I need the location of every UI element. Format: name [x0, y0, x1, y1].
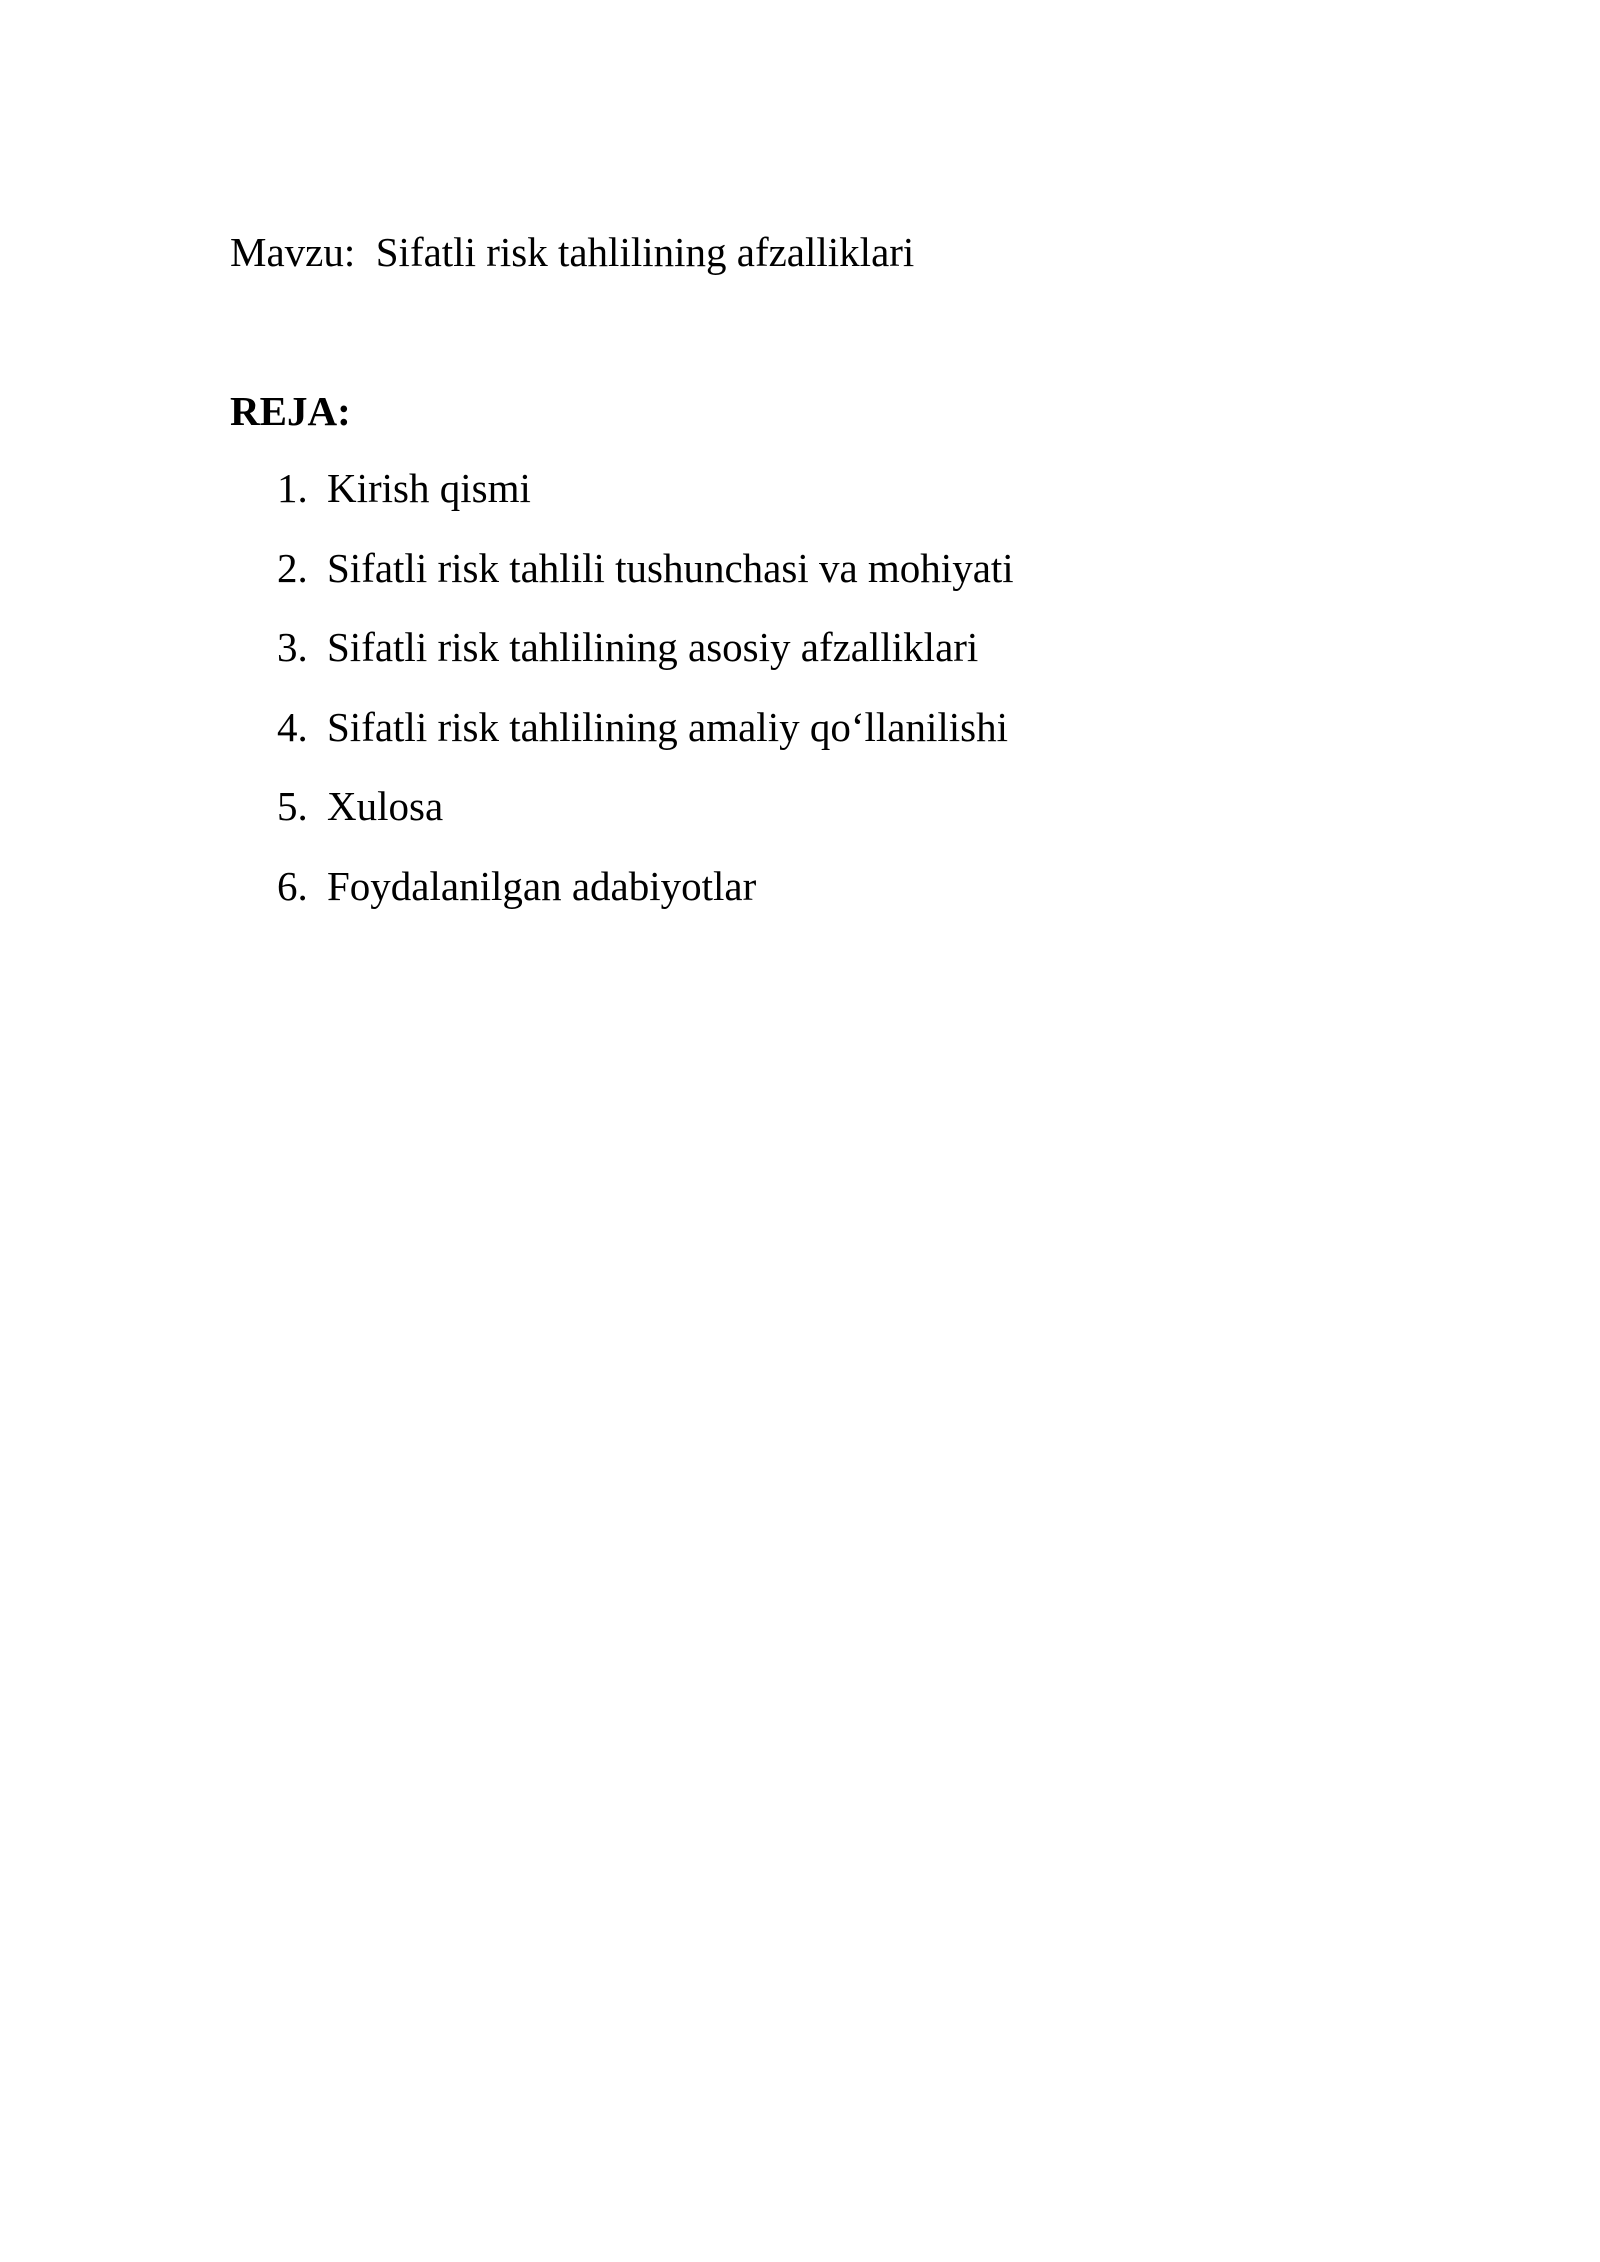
- plan-item-text: Sifatli risk tahlili tushunchasi va mohiyati: [327, 544, 1014, 591]
- plan-heading: REJA:: [230, 388, 351, 434]
- plan-item-number: 6.: [277, 862, 308, 909]
- plan-item-number: 3.: [277, 624, 308, 670]
- topic-label: Mavzu:: [230, 229, 356, 275]
- plan-item-number: 4.: [277, 703, 308, 750]
- plan-item-number: 2.: [277, 544, 308, 591]
- topic-title: Sifatli risk tahlilining afzalliklari: [375, 229, 915, 275]
- plan-item-text: Xulosa: [327, 783, 444, 829]
- topic-line: [230, 222, 914, 282]
- plan-item-text: Kirish qismi: [327, 465, 531, 511]
- plan-item-text: Sifatli risk tahlilining amaliy qo‘llanilishi: [327, 703, 1008, 750]
- plan-item-text: Sifatli risk tahlilining asosiy afzalliklari: [327, 624, 979, 670]
- plan-item-number: 1.: [277, 465, 308, 511]
- plan-item-text: Foydalanilgan adabiyotlar: [327, 862, 757, 909]
- plan-item-number: 5.: [277, 783, 308, 829]
